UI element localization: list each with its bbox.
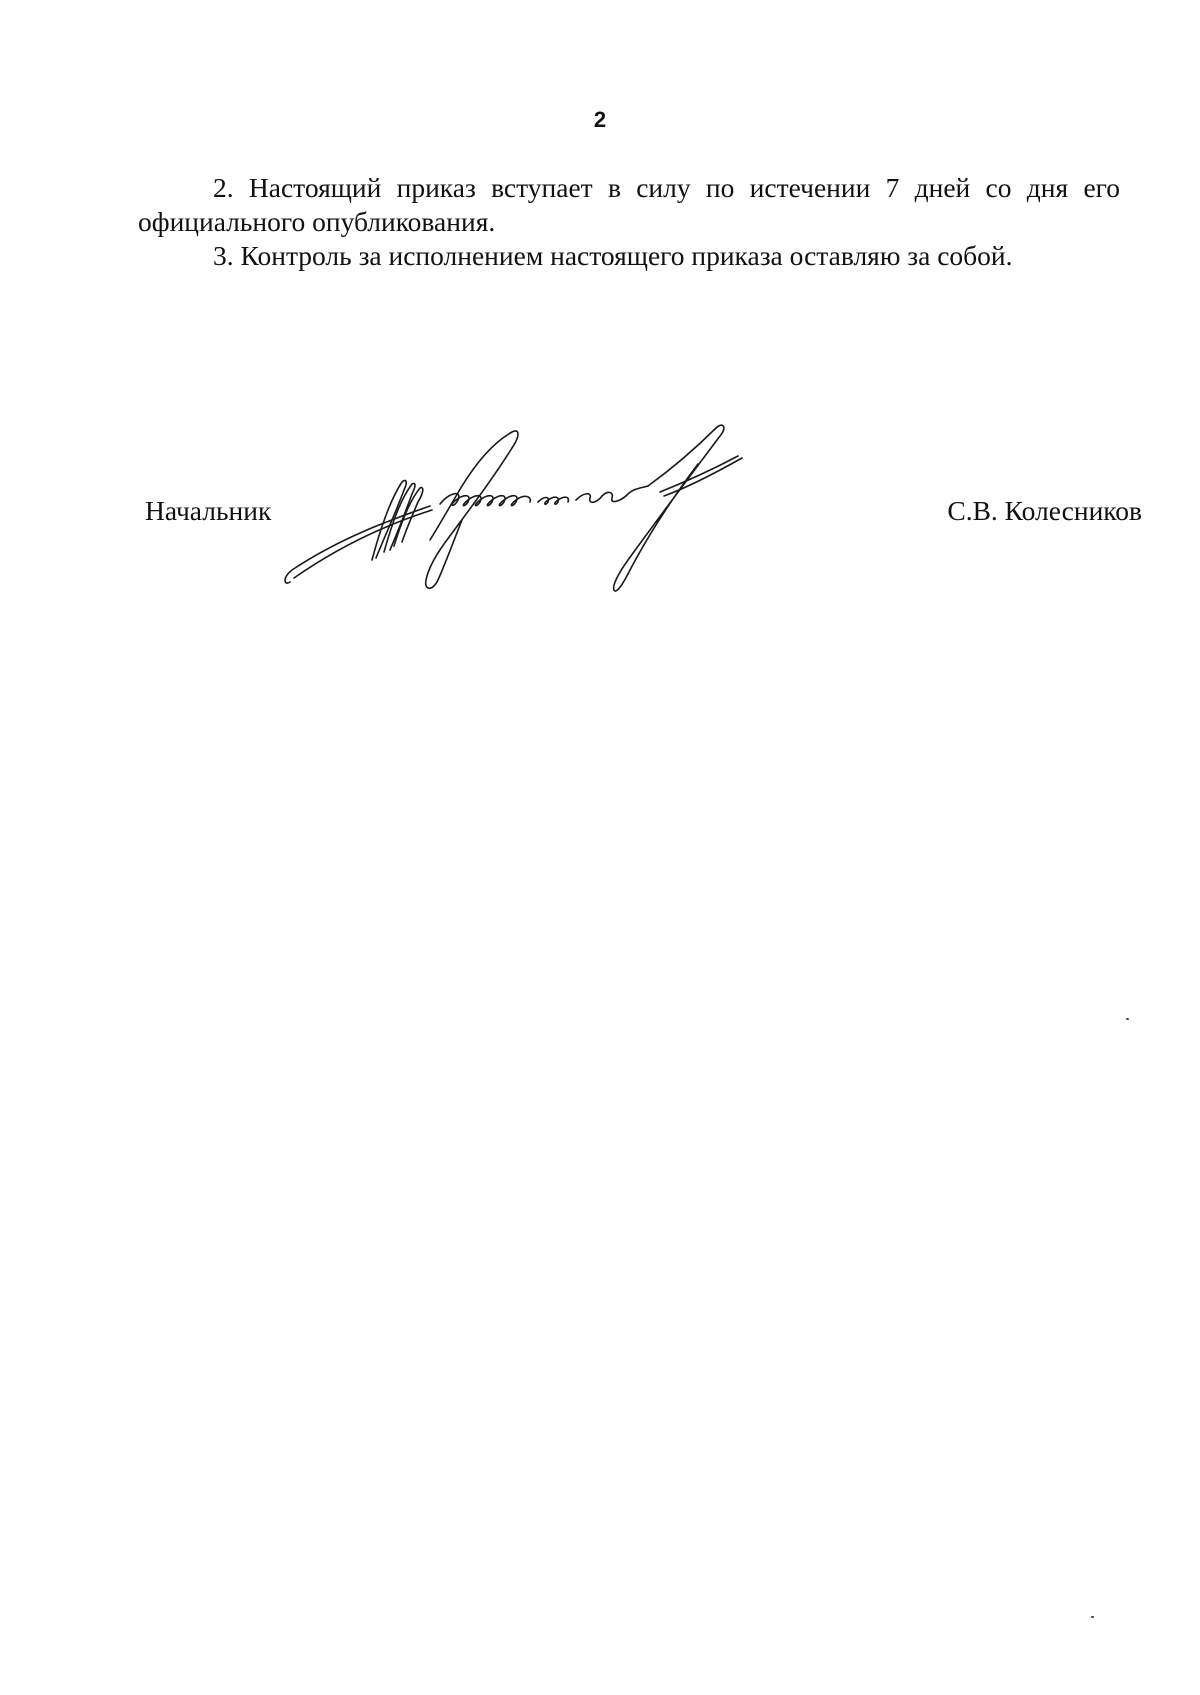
position-title: Начальник [145, 495, 272, 526]
page-number: 2 [593, 107, 607, 132]
signature-block [0, 0, 1200, 700]
paragraph-item-3: 3. Контроль за исполнением настоящего приказа оставляю за собой. [213, 240, 1013, 271]
handwritten-signature [280, 420, 810, 600]
signer-name: С.В. Колесников [947, 495, 1142, 526]
scan-speck [1126, 1018, 1129, 1020]
paragraph-item-2: 2. Настоящий приказ вступает в силу по истечении 7 дней со дня его официального опубликования. [138, 172, 1120, 237]
scan-speck [1091, 1616, 1094, 1618]
